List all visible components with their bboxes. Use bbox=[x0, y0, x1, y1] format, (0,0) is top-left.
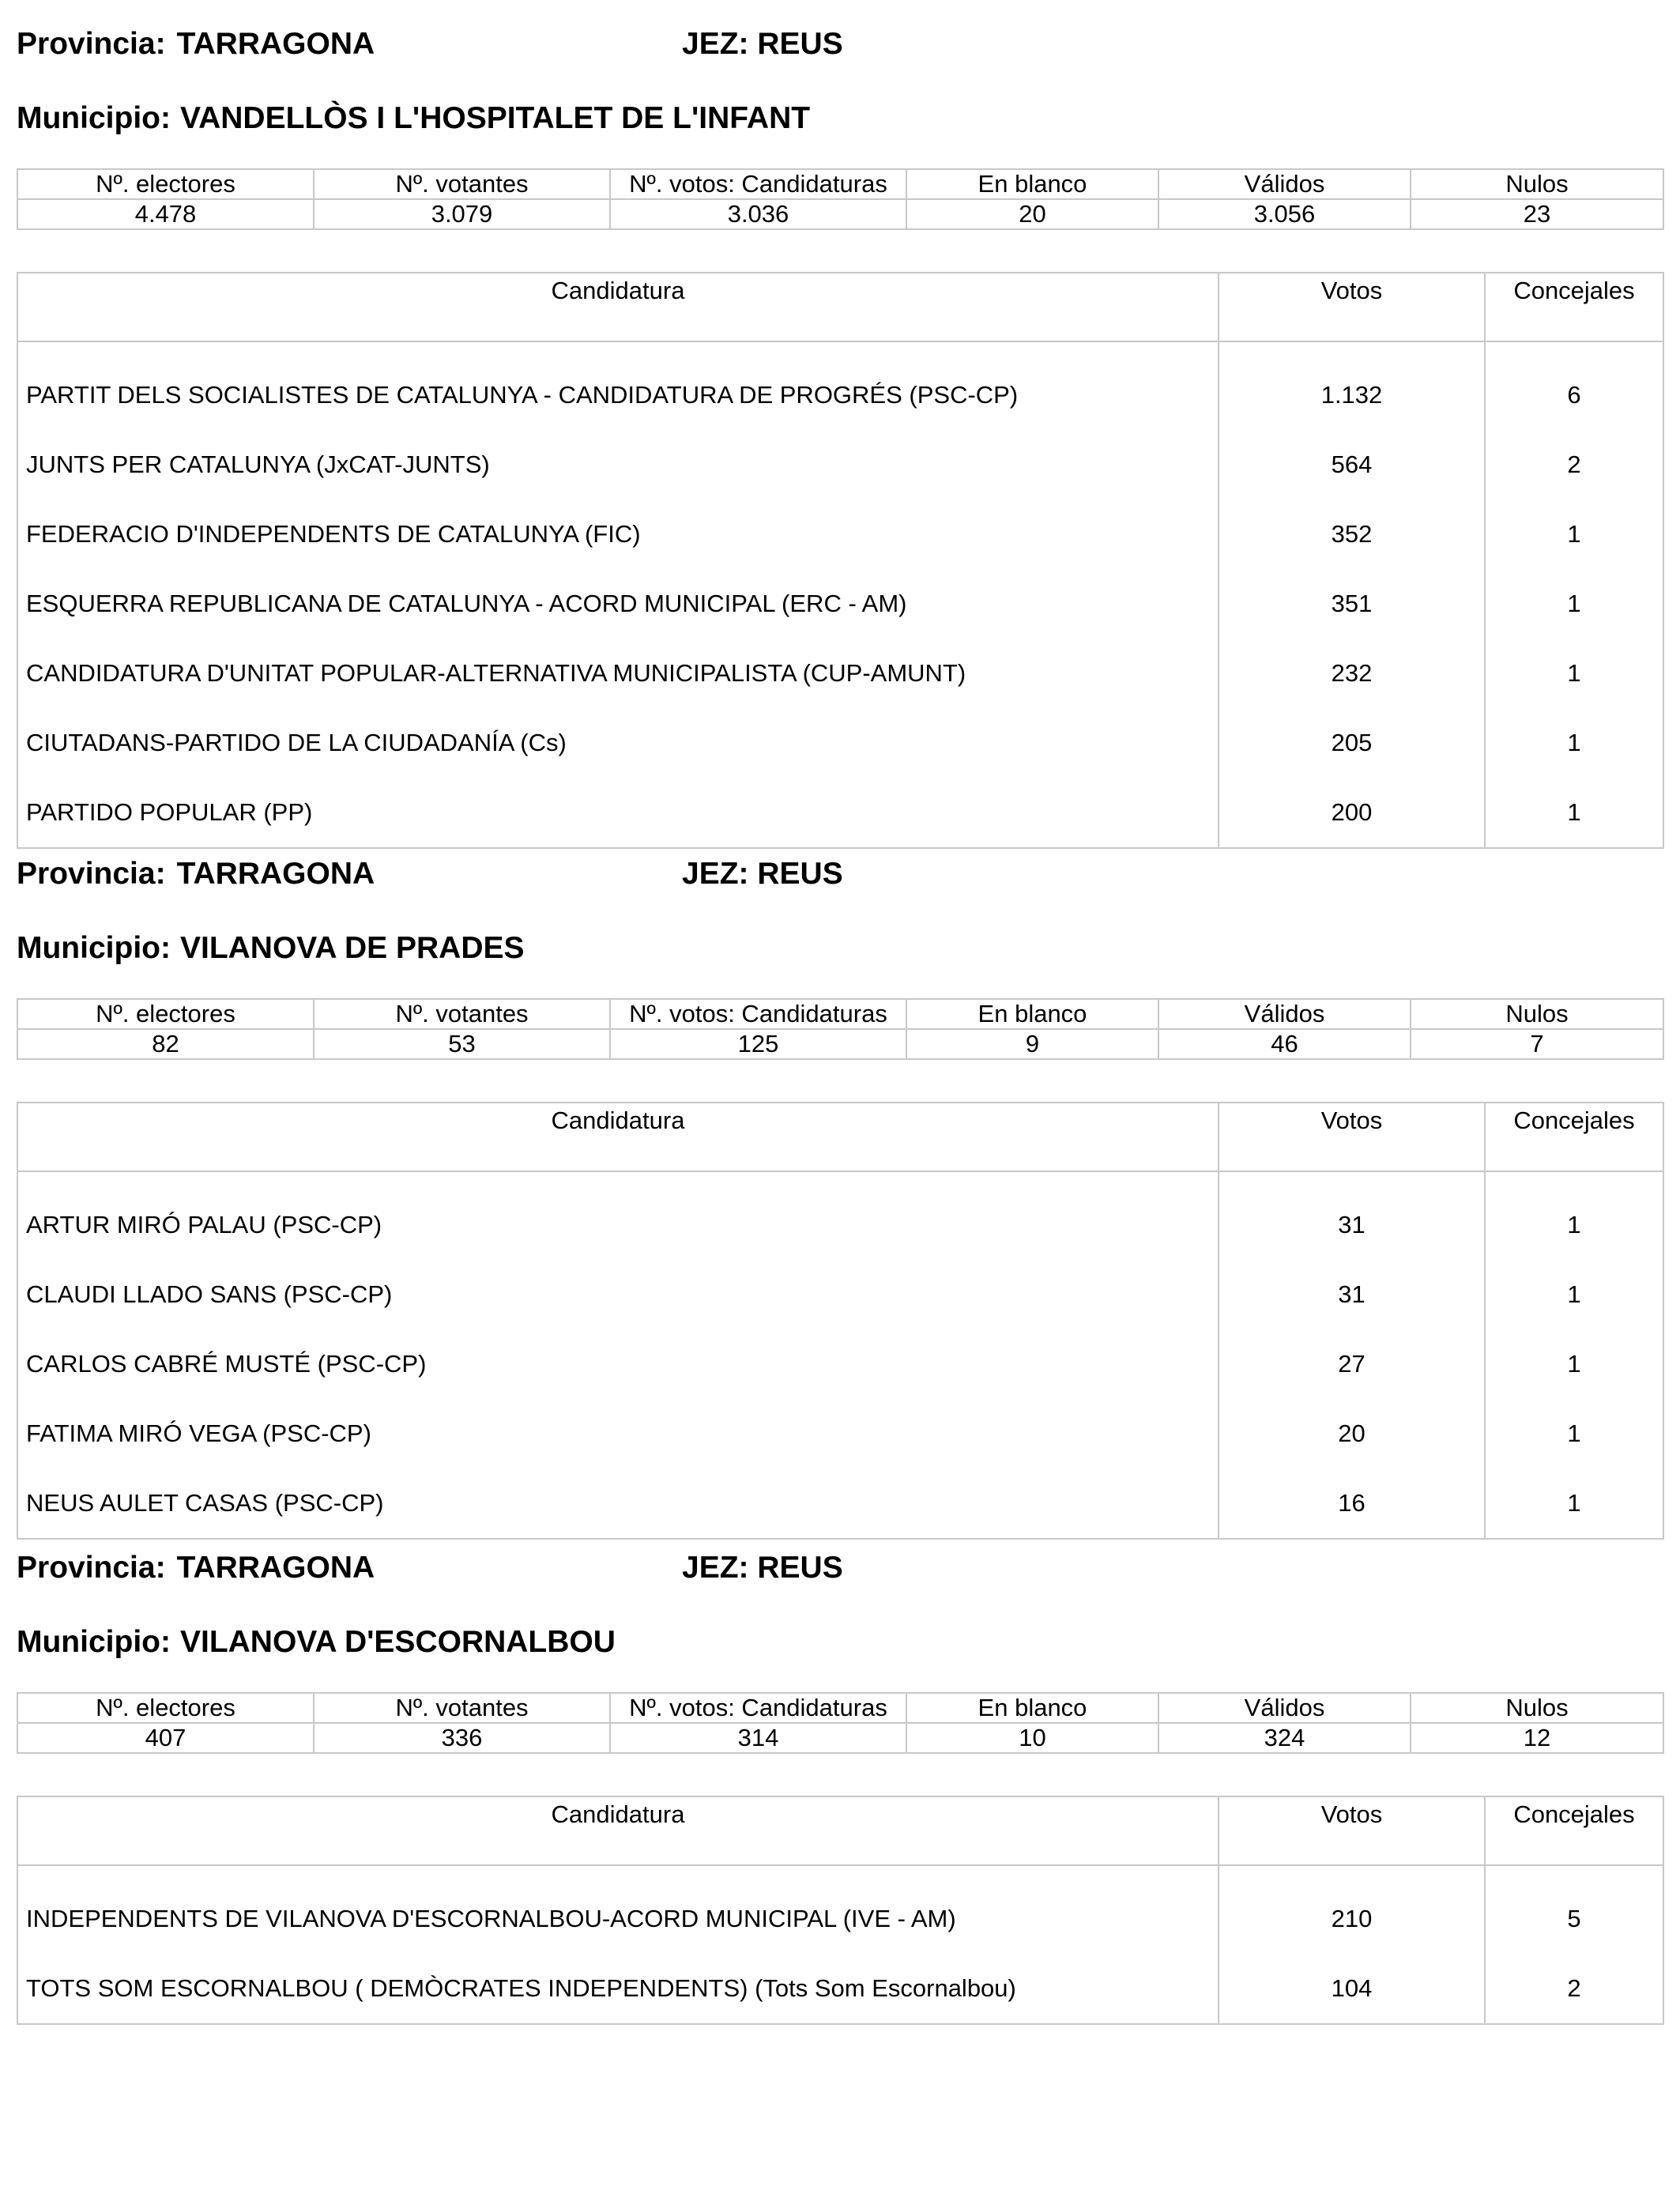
summary-table bbox=[17, 1692, 1664, 1754]
municipio-value: VILANOVA D'ESCORNALBOU bbox=[179, 1625, 616, 1659]
summary-value: 314 bbox=[610, 1723, 906, 1753]
cand-concejales: 1 bbox=[1485, 1399, 1663, 1468]
summary-value: 336 bbox=[314, 1723, 610, 1753]
table-row bbox=[17, 1468, 1663, 1539]
cand-votos: 31 bbox=[1219, 1171, 1485, 1260]
cand-concejales: 1 bbox=[1485, 1329, 1663, 1399]
summary-header: Válidos bbox=[1158, 999, 1411, 1029]
cand-header-concejales: Concejales bbox=[1485, 1103, 1663, 1171]
cand-name: FATIMA MIRÓ VEGA (PSC-CP) bbox=[26, 1419, 371, 1447]
cand-concejales: 5 bbox=[1485, 1865, 1663, 1954]
municipio-value: VANDELLÒS I L'HOSPITALET DE L'INFANT bbox=[179, 101, 811, 135]
cand-name: CANDIDATURA D'UNITAT POPULAR-ALTERNATIVA MUNICIPALISTA (CUP-AMUNT) bbox=[26, 659, 966, 687]
cand-concejales: 1 bbox=[1485, 639, 1663, 708]
summary-header: Nº. votantes bbox=[314, 169, 610, 199]
cand-header-concejales: Concejales bbox=[1485, 273, 1663, 341]
cand-votos: 352 bbox=[1219, 499, 1485, 569]
summary-header: Nº. electores bbox=[17, 999, 314, 1029]
cand-header-candidatura: Candidatura bbox=[17, 273, 1219, 341]
cand-votos: 27 bbox=[1219, 1329, 1485, 1399]
cand-header-candidatura: Candidatura bbox=[17, 1103, 1219, 1171]
summary-value: 324 bbox=[1158, 1723, 1411, 1753]
summary-value-row bbox=[17, 1723, 1663, 1753]
candidaturas-table bbox=[17, 272, 1664, 849]
summary-value: 3.056 bbox=[1158, 199, 1411, 229]
cand-concejales: 1 bbox=[1485, 1260, 1663, 1329]
summary-value: 53 bbox=[314, 1029, 610, 1059]
provincia-line bbox=[17, 26, 375, 62]
cand-header-candidatura: Candidatura bbox=[17, 1796, 1219, 1865]
cand-header-row bbox=[17, 1796, 1663, 1865]
table-row bbox=[17, 1329, 1663, 1399]
summary-value: 3.036 bbox=[610, 199, 906, 229]
summary-header: Nº. votos: Candidaturas bbox=[610, 999, 906, 1029]
summary-value: 10 bbox=[906, 1723, 1158, 1753]
table-row bbox=[17, 708, 1663, 778]
jez-label: JEZ: bbox=[682, 27, 749, 61]
summary-header: Nº. votantes bbox=[314, 999, 610, 1029]
cand-votos: 200 bbox=[1219, 778, 1485, 848]
summary-header-row bbox=[17, 1693, 1663, 1723]
cand-name: CIUTADANS-PARTIDO DE LA CIUDADANÍA (Cs) bbox=[26, 729, 567, 756]
cand-name: NEUS AULET CASAS (PSC-CP) bbox=[26, 1489, 384, 1517]
cand-header-votos: Votos bbox=[1219, 1103, 1485, 1171]
cand-header-row bbox=[17, 1103, 1663, 1171]
cand-votos: 205 bbox=[1219, 708, 1485, 778]
provincia-value: TARRAGONA bbox=[176, 857, 375, 891]
summary-header: Nulos bbox=[1411, 1693, 1663, 1723]
cand-header-concejales: Concejales bbox=[1485, 1796, 1663, 1865]
summary-header: Nº. votantes bbox=[314, 1693, 610, 1723]
cand-votos: 20 bbox=[1219, 1399, 1485, 1468]
summary-header: Nulos bbox=[1411, 169, 1663, 199]
cand-name: JUNTS PER CATALUNYA (JxCAT-JUNTS) bbox=[26, 450, 490, 478]
provincia-line bbox=[17, 1550, 375, 1586]
cand-header-votos: Votos bbox=[1219, 1796, 1485, 1865]
municipio-line bbox=[17, 1624, 616, 1661]
cand-votos: 351 bbox=[1219, 569, 1485, 639]
cand-concejales: 1 bbox=[1485, 499, 1663, 569]
cand-concejales: 2 bbox=[1485, 1954, 1663, 2024]
cand-concejales: 1 bbox=[1485, 1468, 1663, 1539]
summary-header: Nº. votos: Candidaturas bbox=[610, 169, 906, 199]
summary-value: 23 bbox=[1411, 199, 1663, 229]
cand-name: ARTUR MIRÓ PALAU (PSC-CP) bbox=[26, 1211, 382, 1238]
candidaturas-table bbox=[17, 1102, 1664, 1540]
candidaturas-table bbox=[17, 1796, 1664, 2025]
summary-value-row bbox=[17, 199, 1663, 229]
table-row bbox=[17, 430, 1663, 499]
provincia-value: TARRAGONA bbox=[176, 1551, 375, 1585]
summary-value: 82 bbox=[17, 1029, 314, 1059]
summary-header: En blanco bbox=[906, 1693, 1158, 1723]
table-row bbox=[17, 341, 1663, 430]
municipio-value: VILANOVA DE PRADES bbox=[179, 931, 525, 965]
cand-name: CARLOS CABRÉ MUSTÉ (PSC-CP) bbox=[26, 1350, 427, 1378]
summary-header: Válidos bbox=[1158, 1693, 1411, 1723]
jez-label: JEZ: bbox=[682, 1551, 749, 1585]
table-row bbox=[17, 1954, 1663, 2024]
summary-value: 4.478 bbox=[17, 199, 314, 229]
summary-value-row bbox=[17, 1029, 1663, 1059]
summary-value: 9 bbox=[906, 1029, 1158, 1059]
summary-value: 20 bbox=[906, 199, 1158, 229]
cand-name: INDEPENDENTS DE VILANOVA D'ESCORNALBOU-ACORD MUNICIPAL (IVE - AM) bbox=[26, 1905, 956, 1932]
table-row bbox=[17, 499, 1663, 569]
cand-name: PARTIT DELS SOCIALISTES DE CATALUNYA - CANDIDATURA DE PROGRÉS (PSC-CP) bbox=[26, 381, 1019, 409]
jez-line bbox=[682, 856, 843, 892]
summary-header-row bbox=[17, 999, 1663, 1029]
summary-value: 12 bbox=[1411, 1723, 1663, 1753]
cand-concejales: 1 bbox=[1485, 708, 1663, 778]
summary-header: En blanco bbox=[906, 999, 1158, 1029]
summary-header-row bbox=[17, 169, 1663, 199]
cand-votos: 564 bbox=[1219, 430, 1485, 499]
summary-value: 125 bbox=[610, 1029, 906, 1059]
table-row bbox=[17, 1399, 1663, 1468]
provincia-value: TARRAGONA bbox=[176, 27, 375, 61]
summary-header: Válidos bbox=[1158, 169, 1411, 199]
summary-header: Nulos bbox=[1411, 999, 1663, 1029]
cand-votos: 1.132 bbox=[1219, 341, 1485, 430]
cand-votos: 104 bbox=[1219, 1954, 1485, 2024]
jez-value: REUS bbox=[757, 1551, 843, 1585]
jez-line bbox=[682, 26, 843, 62]
summary-header: Nº. electores bbox=[17, 169, 314, 199]
jez-value: REUS bbox=[757, 27, 843, 61]
cand-concejales: 1 bbox=[1485, 1171, 1663, 1260]
municipio-label: Municipio: bbox=[17, 1625, 171, 1659]
summary-header: Nº. electores bbox=[17, 1693, 314, 1723]
provincia-label: Provincia: bbox=[17, 27, 166, 61]
municipio-line bbox=[17, 100, 810, 137]
cand-name: PARTIDO POPULAR (PP) bbox=[26, 798, 313, 826]
summary-value: 407 bbox=[17, 1723, 314, 1753]
cand-concejales: 6 bbox=[1485, 341, 1663, 430]
table-row bbox=[17, 1260, 1663, 1329]
municipio-label: Municipio: bbox=[17, 931, 171, 965]
jez-line bbox=[682, 1550, 843, 1586]
summary-value: 46 bbox=[1158, 1029, 1411, 1059]
provincia-line bbox=[17, 856, 375, 892]
cand-name: CLAUDI LLADO SANS (PSC-CP) bbox=[26, 1280, 393, 1308]
cand-votos: 210 bbox=[1219, 1865, 1485, 1954]
summary-value: 3.079 bbox=[314, 199, 610, 229]
summary-value: 7 bbox=[1411, 1029, 1663, 1059]
summary-table bbox=[17, 998, 1664, 1060]
municipio-line bbox=[17, 930, 525, 967]
cand-concejales: 1 bbox=[1485, 778, 1663, 848]
cand-votos: 16 bbox=[1219, 1468, 1485, 1539]
table-row bbox=[17, 639, 1663, 708]
summary-header: En blanco bbox=[906, 169, 1158, 199]
cand-concejales: 2 bbox=[1485, 430, 1663, 499]
provincia-label: Provincia: bbox=[17, 857, 166, 891]
table-row bbox=[17, 1865, 1663, 1954]
provincia-label: Provincia: bbox=[17, 1551, 166, 1585]
summary-table bbox=[17, 168, 1664, 230]
cand-header-row bbox=[17, 273, 1663, 341]
jez-label: JEZ: bbox=[682, 857, 749, 891]
cand-name: ESQUERRA REPUBLICANA DE CATALUNYA - ACORD MUNICIPAL (ERC - AM) bbox=[26, 590, 907, 617]
municipio-label: Municipio: bbox=[17, 101, 171, 135]
cand-name: FEDERACIO D'INDEPENDENTS DE CATALUNYA (FIC) bbox=[26, 520, 641, 548]
jez-value: REUS bbox=[757, 857, 843, 891]
cand-name: TOTS SOM ESCORNALBOU ( DEMÒCRATES INDEPENDENTS) (Tots Som Escornalbou) bbox=[26, 1974, 1016, 2002]
cand-votos: 31 bbox=[1219, 1260, 1485, 1329]
cand-votos: 232 bbox=[1219, 639, 1485, 708]
table-row bbox=[17, 569, 1663, 639]
table-row bbox=[17, 778, 1663, 848]
table-row bbox=[17, 1171, 1663, 1260]
cand-concejales: 1 bbox=[1485, 569, 1663, 639]
summary-header: Nº. votos: Candidaturas bbox=[610, 1693, 906, 1723]
cand-header-votos: Votos bbox=[1219, 273, 1485, 341]
